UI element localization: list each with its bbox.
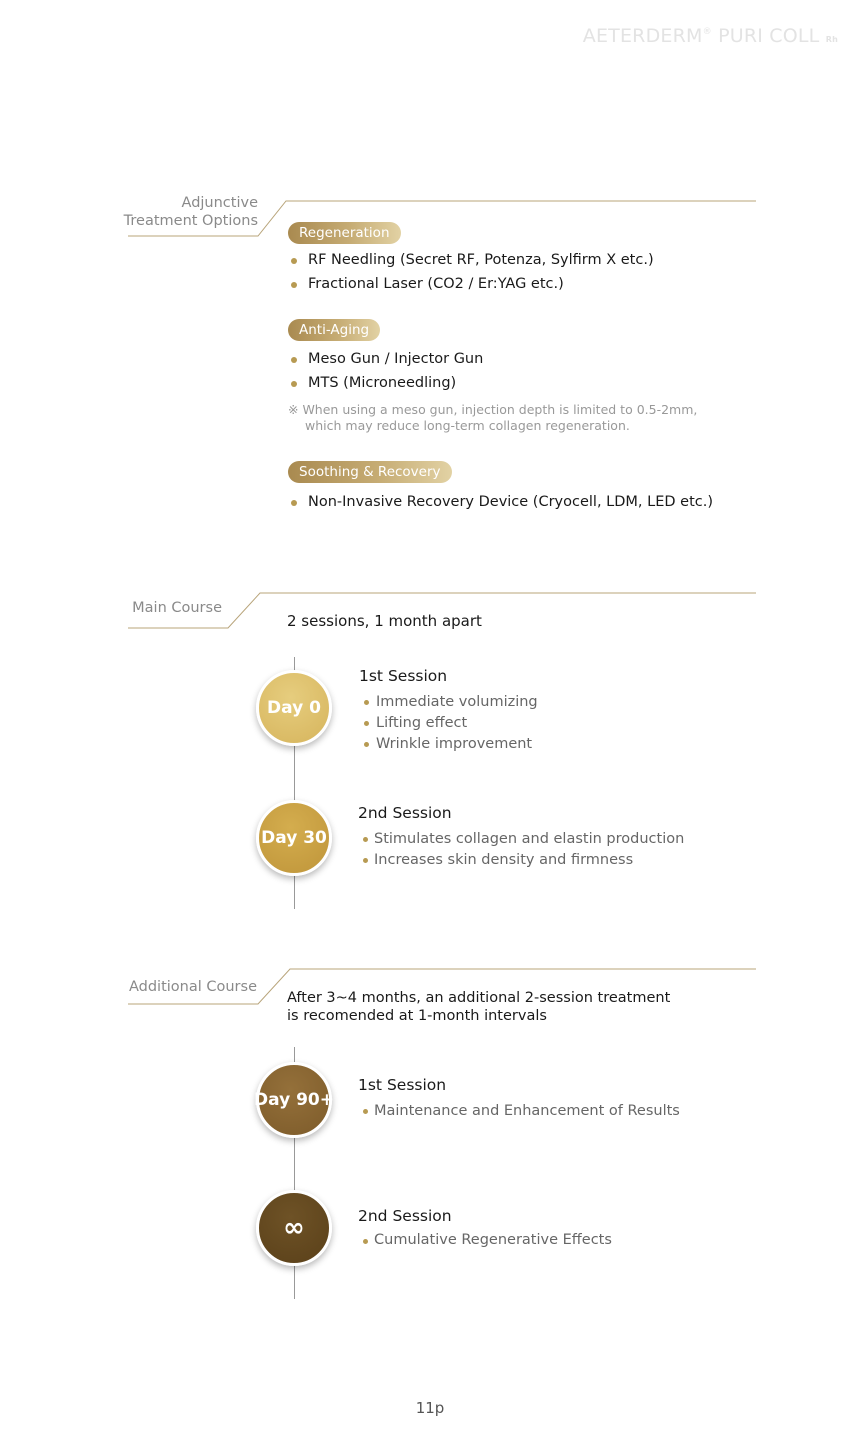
anti-aging-item: MTS (Microneedling) — [308, 375, 457, 391]
regeneration-tag: Regeneration — [288, 222, 401, 244]
lead-line2: is recomended at 1-month intervals — [287, 1008, 547, 1024]
bullet-dot — [363, 1109, 368, 1114]
brand-registered-mark: ® — [702, 27, 712, 37]
session-title: 2nd Session — [358, 804, 452, 822]
regeneration-item: RF Needling (Secret RF, Potenza, Sylfirm X etc.) — [308, 252, 654, 268]
session-item: Cumulative Regenerative Effects — [374, 1232, 612, 1248]
session-item: Lifting effect — [376, 715, 468, 731]
session-item: Wrinkle improvement — [376, 736, 533, 752]
lead-line1: After 3~4 months, an additional 2-session treatment — [287, 990, 671, 1006]
session-item: Maintenance and Enhancement of Results — [374, 1103, 680, 1119]
soothing-recovery-tag: Soothing & Recovery — [288, 461, 452, 483]
anti-aging-item: Meso Gun / Injector Gun — [308, 351, 484, 367]
anti-aging-tag: Anti-Aging — [288, 319, 380, 341]
main-course-label: Main Course — [132, 600, 222, 616]
session-item: Stimulates collagen and elastin production — [374, 831, 685, 847]
note-line2: which may reduce long-term collagen regeneration. — [305, 418, 630, 433]
regeneration-item: Fractional Laser (CO2 / Er:YAG etc.) — [308, 276, 564, 292]
page-number: 11p — [415, 1399, 445, 1417]
adjunctive-label-line2: Treatment Options — [123, 213, 258, 229]
additional-course-lead — [287, 989, 670, 1025]
additional-course-label: Additional Course — [128, 979, 257, 995]
session-title: 2nd Session — [358, 1207, 452, 1225]
day-30-badge: Day 30 — [256, 800, 332, 876]
note-line1: ※ When using a meso gun, injection depth is limited to 0.5-2mm, — [288, 402, 698, 417]
soothing-item: Non-Invasive Recovery Device (Cryocell, LDM, LED etc.) — [308, 494, 714, 510]
main-course-lead: 2 sessions, 1 month apart — [287, 612, 482, 630]
day-0-badge: Day 0 — [256, 670, 332, 746]
infinity-badge: ∞ — [256, 1190, 332, 1266]
day-90-badge: Day 90+ — [256, 1062, 332, 1138]
brand-product: PURI COLL — [711, 25, 820, 47]
brand-name: AETERDERM — [582, 25, 703, 47]
session-title: 1st Session — [359, 667, 448, 685]
session-title: 1st Session — [358, 1076, 447, 1094]
adjunctive-label-line1: Adjunctive — [181, 195, 258, 211]
brand-suffix: Rh — [825, 35, 838, 44]
session-item: Immediate volumizing — [376, 694, 538, 710]
session-item: Increases skin density and firmness — [374, 852, 634, 868]
bullet-dot — [363, 1239, 368, 1244]
